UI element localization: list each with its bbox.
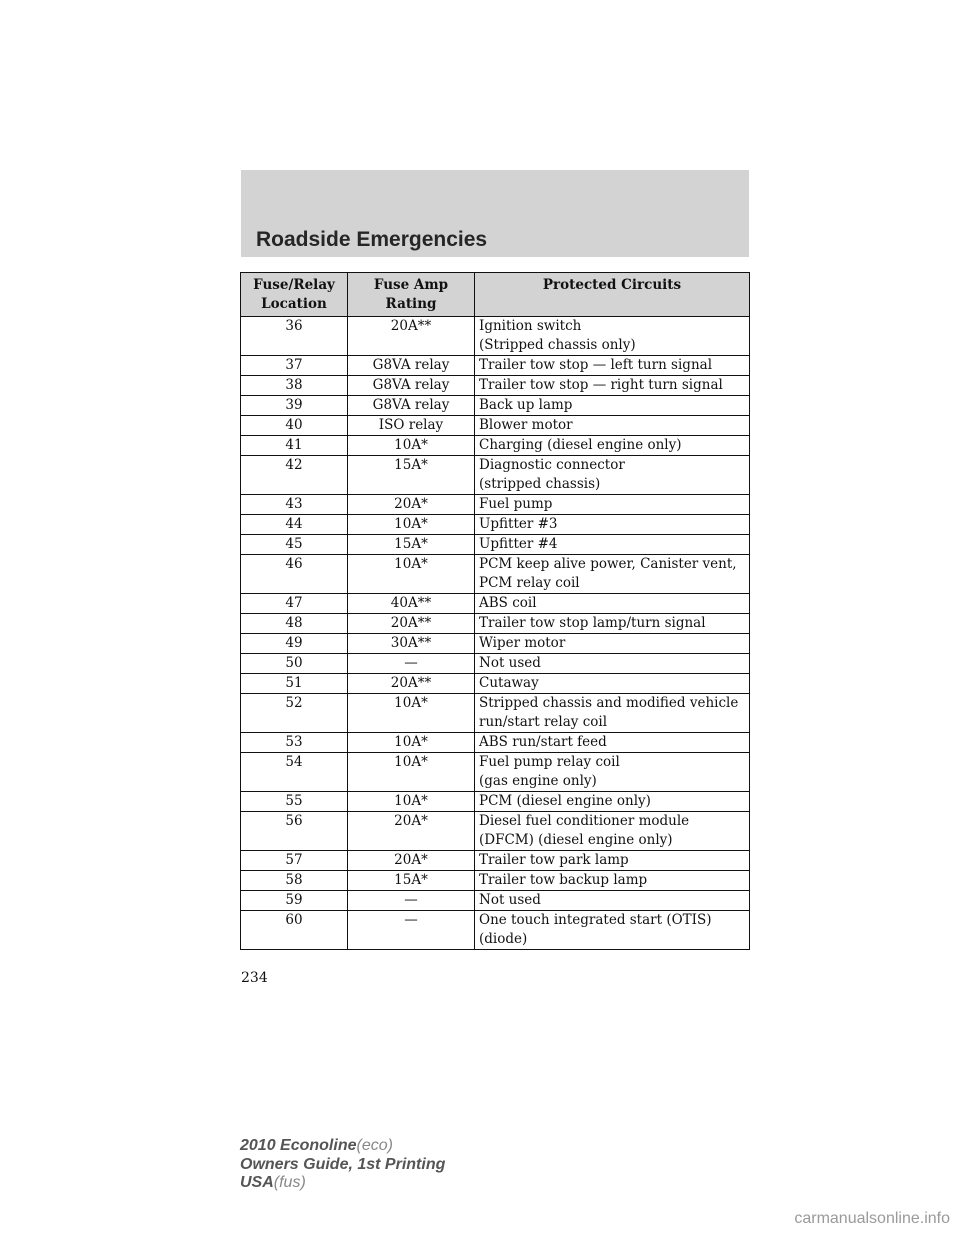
protected-circuit-cell: Trailer tow stop lamp/turn signal <box>475 614 750 634</box>
footer-line-3 <box>240 1174 445 1193</box>
fuse-location-cell: 55 <box>241 792 348 812</box>
table-row <box>241 436 750 456</box>
fuse-location-cell: 46 <box>241 555 348 594</box>
fuse-location-cell: 42 <box>241 456 348 495</box>
protected-circuit-cell: Upfitter #3 <box>475 515 750 535</box>
fuse-amp-cell: 20A* <box>348 495 475 515</box>
footer-model-code: (eco) <box>356 1137 393 1154</box>
fuse-location-cell: 38 <box>241 376 348 396</box>
table-row <box>241 416 750 436</box>
table-row <box>241 634 750 654</box>
fuse-location-cell: 49 <box>241 634 348 654</box>
table-row <box>241 911 750 950</box>
page-number: 234 <box>241 970 268 986</box>
protected-circuit-cell: PCM keep alive power, Canister vent, PCM relay coil <box>475 555 750 594</box>
fuse-amp-cell: 15A* <box>348 456 475 495</box>
fuse-location-cell: 40 <box>241 416 348 436</box>
table-row <box>241 733 750 753</box>
fuse-amp-cell: — <box>348 911 475 950</box>
fuse-amp-cell: 20A* <box>348 812 475 851</box>
footer-market-code: (fus) <box>273 1174 306 1191</box>
protected-circuit-cell: Wiper motor <box>475 634 750 654</box>
table-row <box>241 555 750 594</box>
header-protected-circuits: Protected Circuits <box>475 273 750 317</box>
protected-circuit-cell: ABS run/start feed <box>475 733 750 753</box>
protected-circuit-cell: Cutaway <box>475 674 750 694</box>
protected-circuit-cell: Back up lamp <box>475 396 750 416</box>
fuse-amp-cell: G8VA relay <box>348 356 475 376</box>
fuse-table <box>240 272 750 950</box>
table-row <box>241 594 750 614</box>
fuse-amp-cell: 20A** <box>348 674 475 694</box>
protected-circuit-cell: Upfitter #4 <box>475 535 750 555</box>
fuse-location-cell: 58 <box>241 871 348 891</box>
fuse-amp-cell: 15A* <box>348 535 475 555</box>
table-row <box>241 515 750 535</box>
fuse-amp-cell: 10A* <box>348 733 475 753</box>
fuse-amp-cell: 30A** <box>348 634 475 654</box>
footer-market: USA <box>240 1174 274 1191</box>
header-fuse-amp-rating: Fuse Amp Rating <box>348 273 475 317</box>
site-watermark: carmanualsonline.info <box>794 1210 950 1227</box>
protected-circuit-cell: PCM (diesel engine only) <box>475 792 750 812</box>
fuse-amp-cell: — <box>348 891 475 911</box>
protected-circuit-cell: One touch integrated start (OTIS) (diode) <box>475 911 750 950</box>
fuse-location-cell: 39 <box>241 396 348 416</box>
footer-model: 2010 Econoline <box>240 1137 357 1154</box>
fuse-location-cell: 59 <box>241 891 348 911</box>
fuse-location-cell: 44 <box>241 515 348 535</box>
protected-circuit-cell: Not used <box>475 654 750 674</box>
protected-circuit-cell: Diesel fuel conditioner module (DFCM) (diesel engine only) <box>475 812 750 851</box>
fuse-location-cell: 41 <box>241 436 348 456</box>
fuse-location-cell: 48 <box>241 614 348 634</box>
footer-line-2: Owners Guide, 1st Printing <box>240 1155 446 1173</box>
fuse-location-cell: 56 <box>241 812 348 851</box>
table-row <box>241 694 750 733</box>
fuse-location-cell: 50 <box>241 654 348 674</box>
table-row <box>241 495 750 515</box>
fuse-location-cell: 51 <box>241 674 348 694</box>
protected-circuit-cell: Fuel pump <box>475 495 750 515</box>
fuse-location-cell: 47 <box>241 594 348 614</box>
table-row <box>241 792 750 812</box>
fuse-amp-cell: 20A** <box>348 317 475 356</box>
fuse-amp-cell: 15A* <box>348 871 475 891</box>
fuse-amp-cell: 10A* <box>348 792 475 812</box>
fuse-location-cell: 53 <box>241 733 348 753</box>
table-row <box>241 614 750 634</box>
fuse-amp-cell: 20A* <box>348 851 475 871</box>
table-row <box>241 753 750 792</box>
fuse-amp-cell: 10A* <box>348 436 475 456</box>
fuse-amp-cell: 10A* <box>348 555 475 594</box>
table-header-row <box>241 273 750 317</box>
protected-circuit-cell: Trailer tow stop — left turn signal <box>475 356 750 376</box>
table-row <box>241 396 750 416</box>
fuse-amp-cell: G8VA relay <box>348 396 475 416</box>
table-row <box>241 674 750 694</box>
fuse-location-cell: 52 <box>241 694 348 733</box>
document-footer <box>240 1137 445 1193</box>
fuse-location-cell: 60 <box>241 911 348 950</box>
table-row <box>241 654 750 674</box>
fuse-amp-cell: 10A* <box>348 515 475 535</box>
fuse-location-cell: 36 <box>241 317 348 356</box>
header-fuse-relay-location: Fuse/Relay Location <box>241 273 348 317</box>
protected-circuit-cell: Ignition switch (Stripped chassis only) <box>475 317 750 356</box>
protected-circuit-cell: Blower motor <box>475 416 750 436</box>
protected-circuit-cell: Trailer tow stop — right turn signal <box>475 376 750 396</box>
protected-circuit-cell: Trailer tow backup lamp <box>475 871 750 891</box>
protected-circuit-cell: Not used <box>475 891 750 911</box>
fuse-amp-cell: 10A* <box>348 753 475 792</box>
fuse-amp-cell: 10A* <box>348 694 475 733</box>
fuse-amp-cell: ISO relay <box>348 416 475 436</box>
protected-circuit-cell: Charging (diesel engine only) <box>475 436 750 456</box>
protected-circuit-cell: Fuel pump relay coil (gas engine only) <box>475 753 750 792</box>
fuse-location-cell: 54 <box>241 753 348 792</box>
protected-circuit-cell: Diagnostic connector (stripped chassis) <box>475 456 750 495</box>
table-row <box>241 317 750 356</box>
table-row <box>241 812 750 851</box>
fuse-amp-cell: — <box>348 654 475 674</box>
table-row <box>241 871 750 891</box>
fuse-location-cell: 43 <box>241 495 348 515</box>
table-row <box>241 535 750 555</box>
table-row <box>241 851 750 871</box>
fuse-amp-cell: 20A** <box>348 614 475 634</box>
protected-circuit-cell: ABS coil <box>475 594 750 614</box>
table-row <box>241 356 750 376</box>
table-row <box>241 456 750 495</box>
footer-line-1 <box>240 1137 445 1156</box>
table-row <box>241 376 750 396</box>
fuse-location-cell: 45 <box>241 535 348 555</box>
protected-circuit-cell: Stripped chassis and modified vehicle run/start relay coil <box>475 694 750 733</box>
fuse-location-cell: 37 <box>241 356 348 376</box>
fuse-amp-cell: G8VA relay <box>348 376 475 396</box>
fuse-amp-cell: 40A** <box>348 594 475 614</box>
protected-circuit-cell: Trailer tow park lamp <box>475 851 750 871</box>
fuse-location-cell: 57 <box>241 851 348 871</box>
section-title: Roadside Emergencies <box>256 228 488 251</box>
table-row <box>241 891 750 911</box>
